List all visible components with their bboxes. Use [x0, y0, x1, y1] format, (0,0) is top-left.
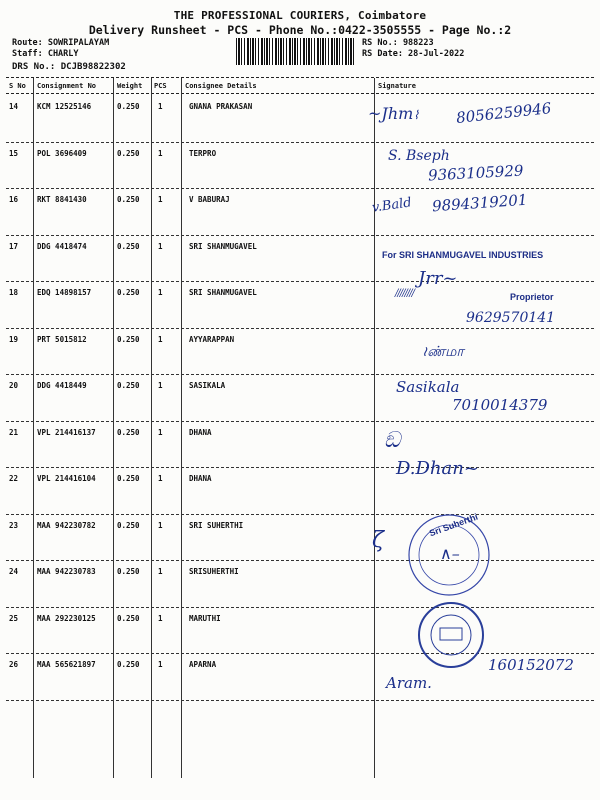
rs-date: RS Date: 28-Jul-2022	[362, 49, 465, 59]
row-consignee: DHANA	[189, 427, 212, 437]
company-title: THE PROFESSIONAL COURIERS, Coimbatore	[173, 9, 427, 22]
route-label: Route: SOWRIPALAYAM	[12, 38, 110, 48]
row-consignment: VPL 214416104	[37, 474, 96, 483]
row-consignee: MARUTHI	[189, 613, 221, 623]
row-weight: 0.250	[117, 241, 140, 251]
row-consignment: PRT 5015812	[37, 334, 87, 344]
signature-16: v.Bald	[371, 195, 413, 216]
row-consignment: EDQ 14898157	[37, 288, 92, 297]
row-sno: 26	[9, 660, 19, 669]
row-sno: 17	[9, 241, 19, 251]
row-consignee: SRISUHERTHI	[189, 567, 239, 576]
row-consignment: DDG 4418449	[37, 381, 87, 390]
signature-17: Jrr~	[418, 268, 458, 289]
row-consignment: KCM 12525146	[37, 102, 92, 111]
drs-number: DRS No.: DCJB98822302	[12, 62, 126, 72]
row-sno: 18	[9, 288, 19, 297]
row-weight: 0.250	[117, 474, 140, 483]
runsheet-title: Delivery Runsheet - PCS - Phone No.:0422-3505555 - Page No.:2	[88, 23, 512, 37]
row-pcs: 1	[158, 567, 163, 576]
stamp-proprietor: Proprietor	[510, 292, 554, 302]
row-sno: 23	[9, 520, 19, 530]
row-weight: 0.250	[117, 520, 140, 530]
row-pcs: 1	[158, 148, 163, 158]
col-pcs: PCS	[154, 82, 167, 90]
col-sno: S No	[9, 82, 26, 90]
stamp-shanmugavel: For SRI SHANMUGAVEL INDUSTRIES	[382, 250, 544, 260]
table-row	[0, 608, 600, 654]
stamp-maruthi	[416, 600, 486, 670]
row-separator	[6, 700, 594, 701]
signature-15: S. Bseph	[388, 148, 450, 164]
row-weight: 0.250	[117, 334, 140, 344]
row-pcs: 1	[158, 241, 163, 251]
row-consignment: MAA 942230783	[37, 567, 96, 576]
rs-number: RS No.: 988223	[362, 38, 434, 48]
row-consignee: SRI SHANMUGAVEL	[189, 241, 257, 251]
row-sno: 20	[9, 381, 19, 390]
row-sno: 25	[9, 613, 19, 623]
row-consignment: MAA 292230125	[37, 613, 96, 623]
header-rule-bottom	[6, 93, 594, 94]
handwritten-phone-15: 9363105929	[427, 161, 524, 185]
handwritten-phone-26: 160152072	[488, 656, 574, 674]
row-weight: 0.250	[117, 381, 140, 390]
table-row	[0, 561, 600, 607]
row-consignment: VPL 214416137	[37, 427, 96, 437]
handwritten-phone-18: 9629570141	[466, 310, 556, 326]
handwritten-phone-20: 7010014379	[452, 396, 548, 414]
row-weight: 0.250	[117, 102, 140, 111]
table-row	[0, 468, 600, 514]
row-sno: 16	[9, 195, 19, 204]
table-row	[0, 329, 600, 375]
row-pcs: 1	[158, 288, 163, 297]
col-consignee: Consignee Details	[185, 82, 257, 90]
row-pcs: 1	[158, 334, 163, 344]
col-signature: Signature	[378, 82, 416, 90]
row-pcs: 1	[158, 427, 163, 437]
signature-14: ~Jhm⌇	[368, 104, 420, 123]
row-pcs: 1	[158, 195, 163, 204]
header-rule-top	[6, 77, 594, 78]
stamp-suherthi-label: Sri Suherthi	[427, 511, 480, 539]
row-consignee: SASIKALA	[189, 381, 226, 390]
row-sno: 19	[9, 334, 19, 344]
row-consignment: RKT 8841430	[37, 195, 87, 204]
row-sno: 14	[9, 102, 19, 111]
handwritten-phone-14: 8056259946	[455, 99, 553, 127]
row-consignment: MAA 565621897	[37, 660, 96, 669]
row-consignment: POL 3696409	[37, 148, 87, 158]
signature-20: Sasikala	[396, 378, 460, 396]
row-weight: 0.250	[117, 148, 140, 158]
row-consignee: DHANA	[189, 474, 212, 483]
signature-22: D.Dhan~	[396, 458, 479, 479]
row-weight: 0.250	[117, 195, 140, 204]
signature-21: ඞ	[384, 428, 401, 453]
signature-26: Aram.	[386, 674, 432, 692]
row-consignment: DDG 4418474	[37, 241, 87, 251]
row-sno: 21	[9, 427, 19, 437]
signature-18: ////////	[395, 288, 414, 299]
row-weight: 0.250	[117, 660, 140, 669]
row-weight: 0.250	[117, 427, 140, 437]
row-consignee: APARNA	[189, 660, 217, 669]
row-consignee: GNANA PRAKASAN	[189, 102, 253, 111]
row-sno: 22	[9, 474, 19, 483]
staff-label: Staff: CHARLY	[12, 49, 79, 59]
handwritten-phone-16: 9894319201	[431, 190, 528, 216]
row-pcs: 1	[158, 102, 163, 111]
row-consignment: MAA 942230782	[37, 520, 96, 530]
row-pcs: 1	[158, 474, 163, 483]
row-weight: 0.250	[117, 288, 140, 297]
row-weight: 0.250	[117, 613, 140, 623]
row-pcs: 1	[158, 660, 163, 669]
row-sno: 15	[9, 148, 19, 158]
row-weight: 0.250	[117, 567, 140, 576]
col-weight: Weight	[117, 82, 143, 90]
row-consignee: AYYARAPPAN	[189, 334, 235, 344]
row-consignee: V BABURAJ	[189, 195, 230, 204]
row-consignee: SRI SUHERTHI	[189, 520, 244, 530]
barcode	[236, 38, 354, 65]
table-row	[0, 422, 600, 468]
col-consignment: Consignment No	[37, 82, 97, 90]
row-consignee: TERPRO	[189, 148, 217, 158]
row-pcs: 1	[158, 381, 163, 390]
signature-19: ≀ண்மா	[422, 344, 464, 360]
table-row	[0, 515, 600, 561]
row-pcs: 1	[158, 520, 163, 530]
signature-23: ζ	[372, 528, 384, 553]
signature-24: ∧–	[440, 544, 460, 563]
row-pcs: 1	[158, 613, 163, 623]
row-sno: 24	[9, 567, 19, 576]
row-consignee: SRI SHANMUGAVEL	[189, 288, 257, 297]
